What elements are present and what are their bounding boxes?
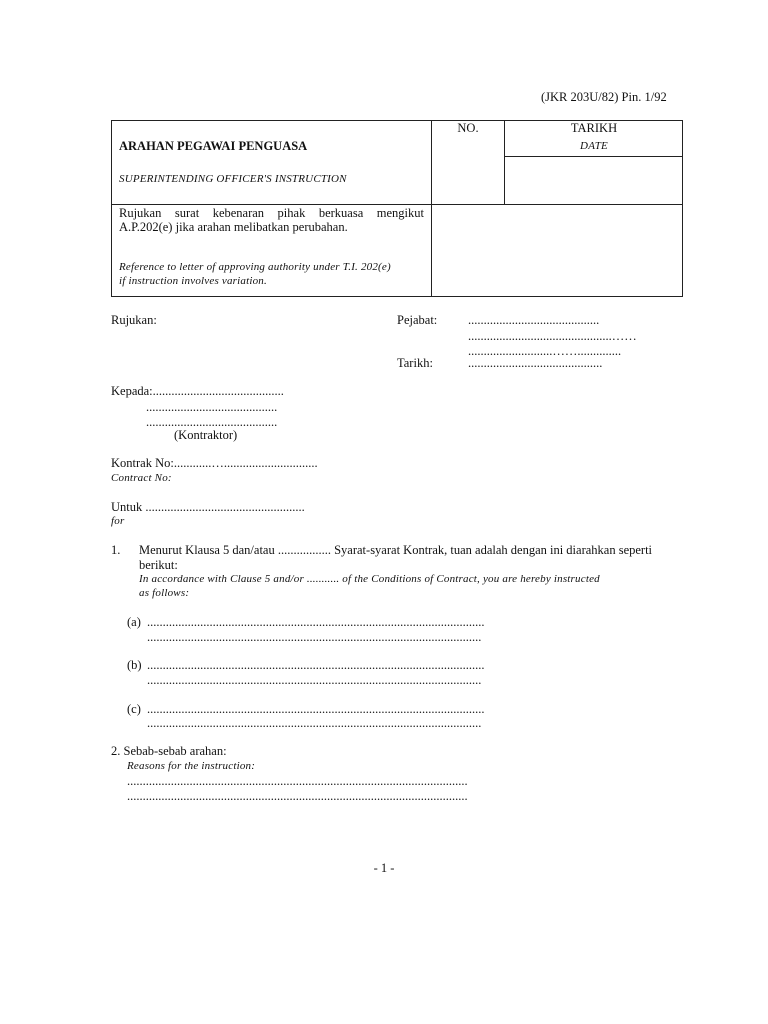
kepada-field-line2[interactable]: .......................................... (146, 400, 278, 414)
pejabat-field-line3[interactable]: ...........................…….............. (468, 344, 622, 358)
item-field-line1[interactable]: ............................................................................................................ (147, 658, 485, 672)
date-header-label: DATE (580, 140, 608, 152)
form-title-en: SUPERINTENDING OFFICER'S INSTRUCTION (119, 173, 347, 185)
item-field-line2[interactable]: ........................................................................................................... (147, 630, 482, 644)
item-label: (b) (127, 658, 142, 672)
rujukan-note-line2: A.P.202(e) jika arahan melibatkan perubahan. (119, 220, 348, 234)
item-field-line2[interactable]: ........................................................................................................... (147, 673, 482, 687)
reasons-field-line2[interactable]: ............................................................................................................. (127, 789, 468, 803)
item-label: (c) (127, 702, 141, 716)
rujukan-label: Rujukan: (111, 313, 157, 327)
section1-number: 1. (111, 543, 121, 557)
reference-note-en-line1: Reference to letter of approving authority under T.I. 202(e) (119, 261, 391, 273)
kontrak-no-field[interactable]: Kontrak No:............….............................. (111, 456, 318, 470)
item-field-line2[interactable]: ........................................................................................................... (147, 716, 482, 730)
kontraktor-label: (Kontraktor) (174, 428, 238, 442)
for-en: for (111, 515, 125, 527)
reference-note-en-line2: if instruction involves variation. (119, 275, 267, 287)
section1-en-line2: as follows: (139, 587, 190, 599)
pejabat-field-line2[interactable]: ..............................................…… (468, 329, 637, 343)
item-field-line1[interactable]: ............................................................................................................ (147, 615, 485, 629)
item-label: (a) (127, 615, 141, 629)
section1-en-line1: In accordance with Clause 5 and/or ........... of the Conditions of Contract, you are hereby instructed (139, 573, 600, 585)
tarikh-label: Tarikh: (397, 356, 433, 370)
form-title: ARAHAN PEGAWAI PENGUASA (119, 139, 308, 153)
form-code: (JKR 203U/82) Pin. 1/92 (541, 90, 667, 104)
pejabat-label: Pejabat: (397, 313, 438, 327)
kepada-field-line3[interactable]: .......................................... (146, 415, 278, 429)
untuk-field[interactable]: Untuk ................................................... (111, 500, 305, 514)
section2-title: 2. Sebab-sebab arahan: (111, 744, 227, 758)
section1-text-line1: Menurut Klausa 5 dan/atau ................. Syarat-syarat Kontrak, tuan adalah dengan ini diarahkan seperti (139, 543, 653, 557)
tarikh-header-label: TARIKH (570, 121, 618, 135)
section2-en: Reasons for the instruction: (127, 760, 256, 772)
item-field-line1[interactable]: ............................................................................................................ (147, 702, 485, 716)
rujukan-note-line1: Rujukan surat kebenaran pihak berkuasa mengikut (119, 206, 424, 220)
no-label: NO. (457, 121, 479, 135)
page-number: - 1 - (373, 861, 395, 875)
tarikh-field[interactable]: ........................................... (468, 356, 603, 370)
reasons-field-line1[interactable]: ............................................................................................................. (127, 774, 468, 788)
section1-text-line2: berikut: (139, 558, 178, 572)
kepada-field[interactable]: Kepada:.......................................... (111, 384, 284, 398)
contract-no-en: Contract No: (111, 472, 172, 484)
pejabat-field-line1[interactable]: .......................................... (468, 313, 600, 327)
